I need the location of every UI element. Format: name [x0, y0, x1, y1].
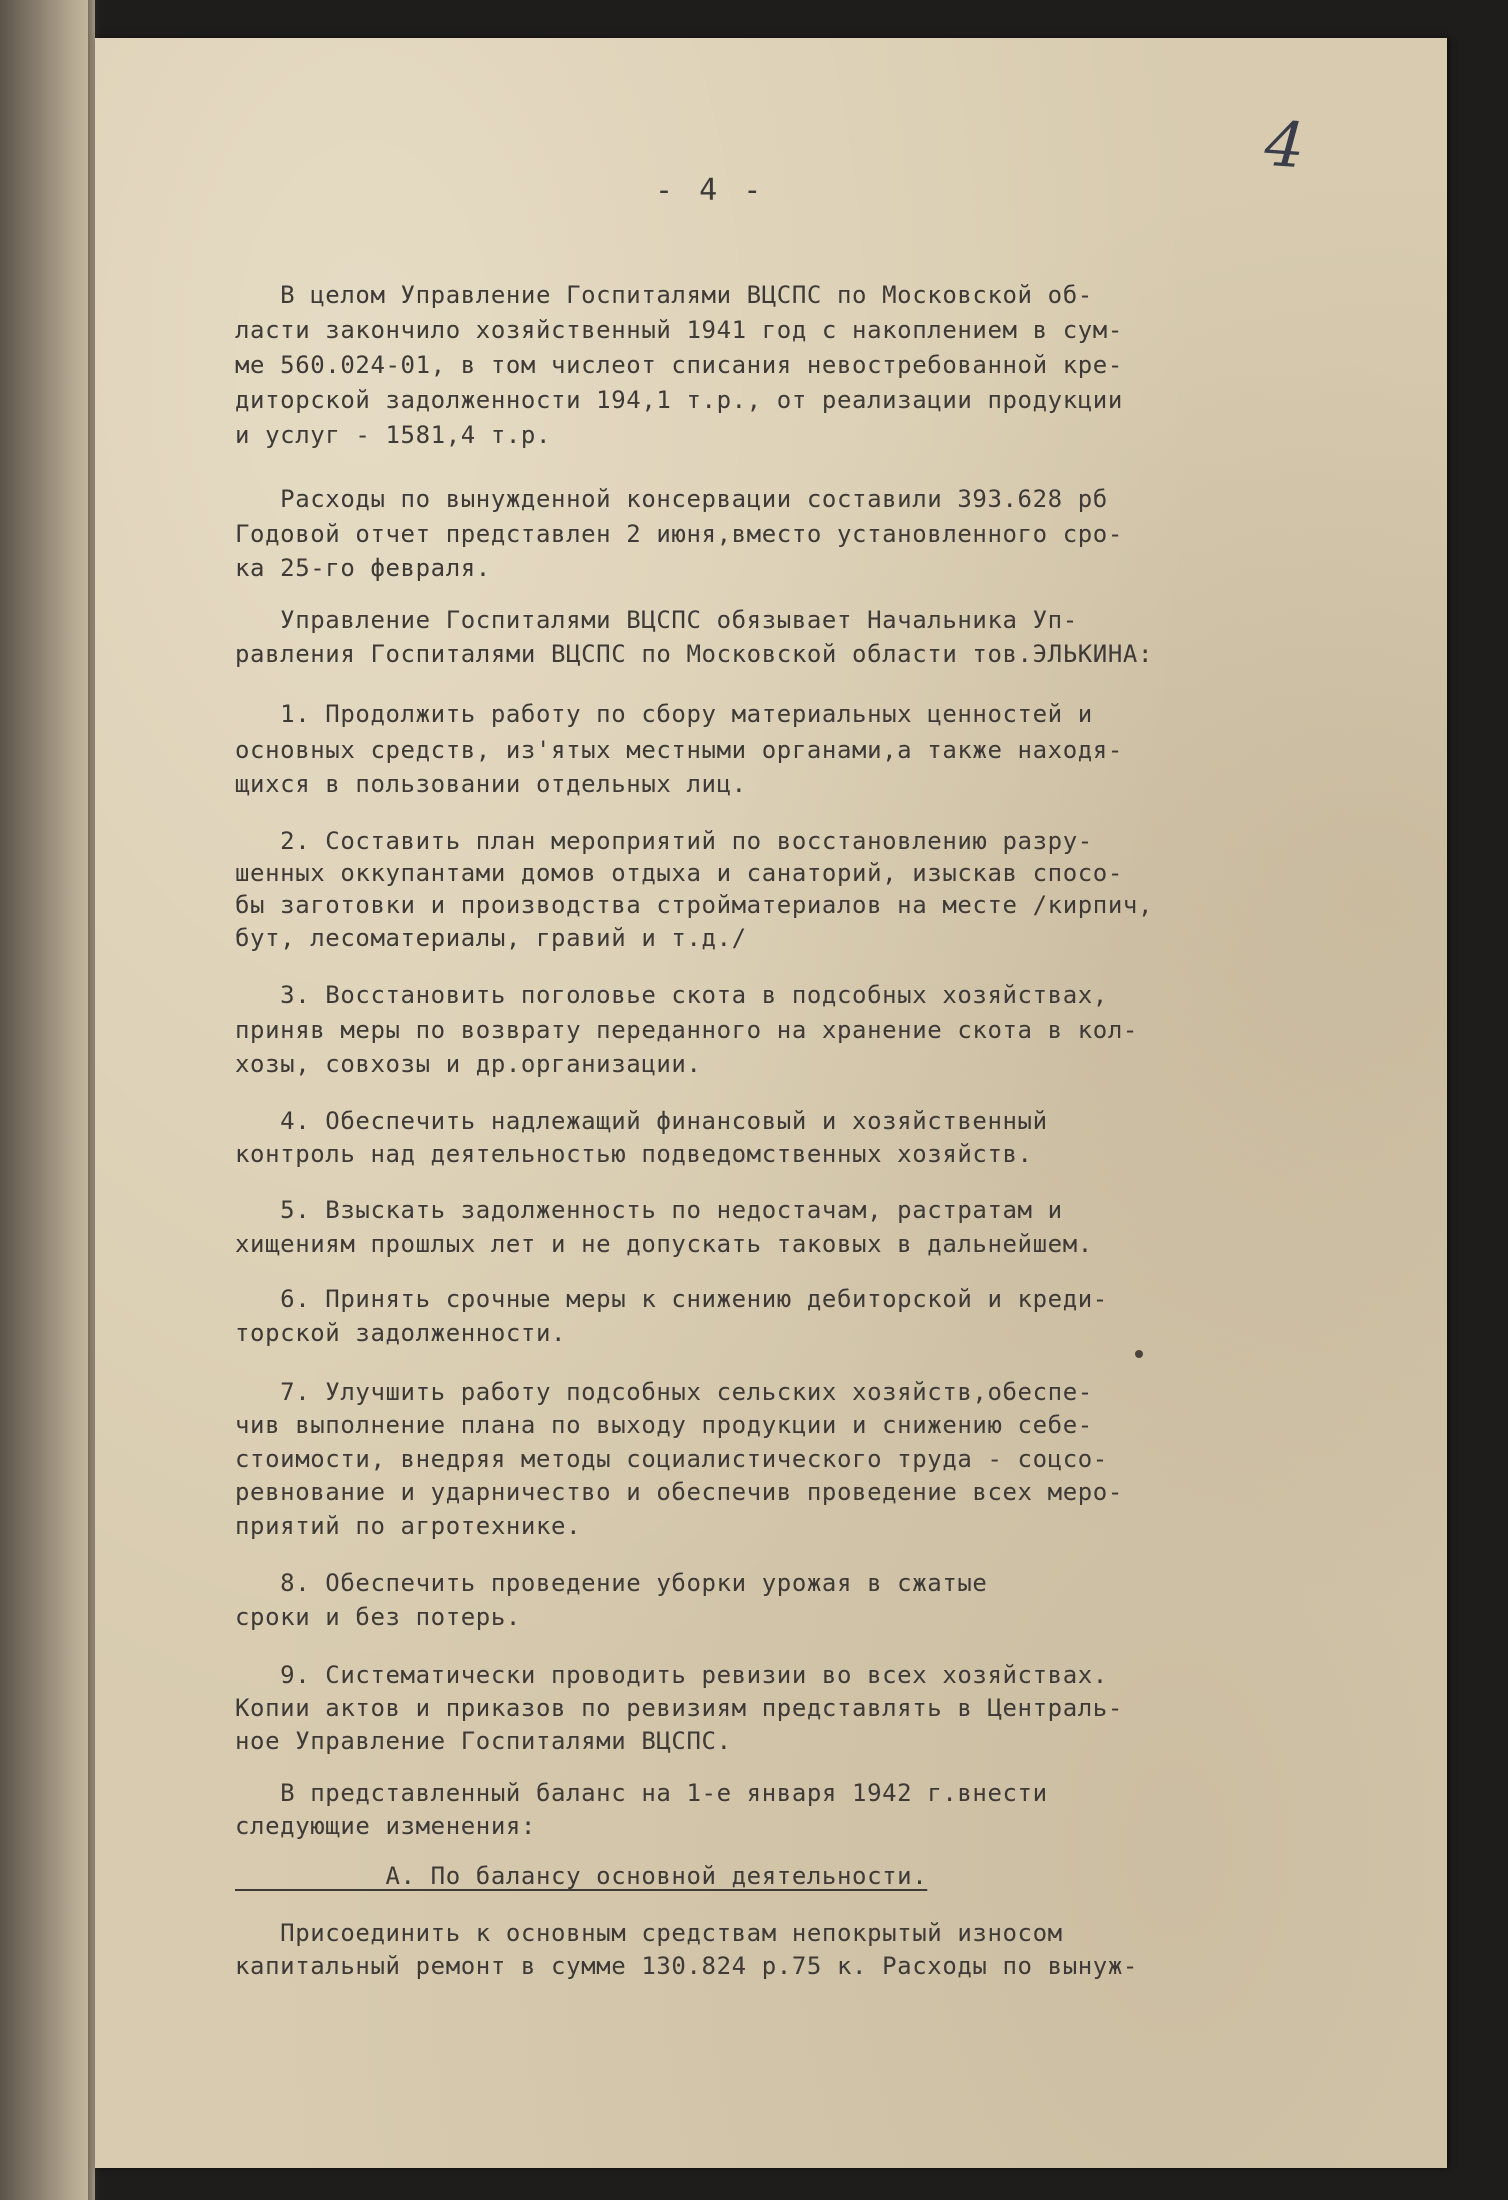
- body-line: 1. Продолжить работу по сбору материальных ценностей и: [235, 700, 1093, 728]
- body-line: Присоединить к основным средствам непокрытый износом: [235, 1919, 1063, 1947]
- body-line: сроки и без потерь.: [235, 1603, 521, 1631]
- body-line: щихся в пользовании отдельных лиц.: [235, 770, 747, 798]
- body-line: 7. Улучшить работу подсобных сельских хозяйств,обеспе-: [235, 1378, 1093, 1406]
- body-line: Управление Госпиталями ВЦСПС обязывает Начальника Уп-: [235, 606, 1078, 634]
- body-line: Копии актов и приказов по ревизиям представлять в Централь-: [235, 1694, 1123, 1722]
- body-line: хозы, совхозы и др.организации.: [235, 1050, 702, 1078]
- body-line: контроль над деятельностью подведомственных хозяйств.: [235, 1140, 1033, 1168]
- body-line: ревнование и ударничество и обеспечив проведение всех меро-: [235, 1478, 1123, 1506]
- body-line: и услуг - 1581,4 т.р.: [235, 421, 552, 449]
- body-line: чив выполнение плана по выходу продукции и снижению себе-: [235, 1411, 1093, 1439]
- body-line: Годовой отчет представлен 2 июня,вместо установленного сро-: [235, 520, 1123, 548]
- body-line: приятий по агротехнике.: [235, 1512, 582, 1540]
- section-heading: А. По балансу основной деятельности.: [235, 1862, 928, 1890]
- body-line: стоимости, внедряя методы социалистического труда - соцсо-: [235, 1445, 1108, 1473]
- body-line: приняв меры по возврату переданного на хранение скота в кол-: [235, 1016, 1138, 1044]
- body-line: хищениям прошлых лет и не допускать таковых в дальнейшем.: [235, 1230, 1093, 1258]
- body-line: В целом Управление Госпиталями ВЦСПС по Московской об-: [235, 281, 1093, 309]
- ink-dot: [1135, 1350, 1143, 1358]
- document-page: [95, 38, 1447, 2168]
- body-line: бут, лесоматериалы, гравий и т.д./: [235, 924, 747, 952]
- body-line: равления Госпиталями ВЦСПС по Московской области тов.ЭЛЬКИНА:: [235, 640, 1154, 668]
- body-line: 2. Составить план мероприятий по восстановлению разру-: [235, 827, 1093, 855]
- body-line: 8. Обеспечить проведение уборки урожая в сжатые: [235, 1569, 988, 1597]
- body-line: 3. Восстановить поголовье скота в подсобных хозяйствах,: [235, 981, 1108, 1009]
- body-line: диторской задолженности 194,1 т.р., от реализации продукции: [235, 386, 1123, 414]
- body-line: ка 25-го февраля.: [235, 554, 491, 582]
- body-line: 5. Взыскать задолженность по недостачам, растратам и: [235, 1196, 1063, 1224]
- handwritten-folio-number: 4: [1262, 106, 1307, 183]
- body-line: 9. Систематически проводить ревизии во всех хозяйствах.: [235, 1661, 1108, 1689]
- body-line: бы заготовки и производства стройматериалов на месте /кирпич,: [235, 891, 1154, 919]
- body-line: капитальный ремонт в сумме 130.824 р.75 к. Расходы по вынуж-: [235, 1952, 1138, 1980]
- binding-edge: [0, 0, 95, 2200]
- body-line: ме 560.024-01, в том числеот списания невостребованной кре-: [235, 351, 1123, 379]
- body-line: ное Управление Госпиталями ВЦСПС.: [235, 1727, 732, 1755]
- body-line: торской задолженности.: [235, 1319, 567, 1347]
- body-line: Расходы по вынужденной консервации составили 393.628 рб: [235, 485, 1108, 513]
- page-number: - 4 -: [655, 173, 766, 208]
- body-line: следующие изменения:: [235, 1812, 536, 1840]
- body-line: шенных оккупантами домов отдыха и санаторий, изыскав спосо-: [235, 859, 1123, 887]
- body-line: 6. Принять срочные меры к снижению дебиторской и креди-: [235, 1285, 1108, 1313]
- body-line: 4. Обеспечить надлежащий финансовый и хозяйственный: [235, 1107, 1048, 1135]
- body-line: В представленный баланс на 1-е января 1942 г.внести: [235, 1779, 1048, 1807]
- body-line: ласти закончило хозяйственный 1941 год с накоплением в сум-: [235, 316, 1123, 344]
- body-line: основных средств, из'ятых местными органами,а также находя-: [235, 736, 1123, 764]
